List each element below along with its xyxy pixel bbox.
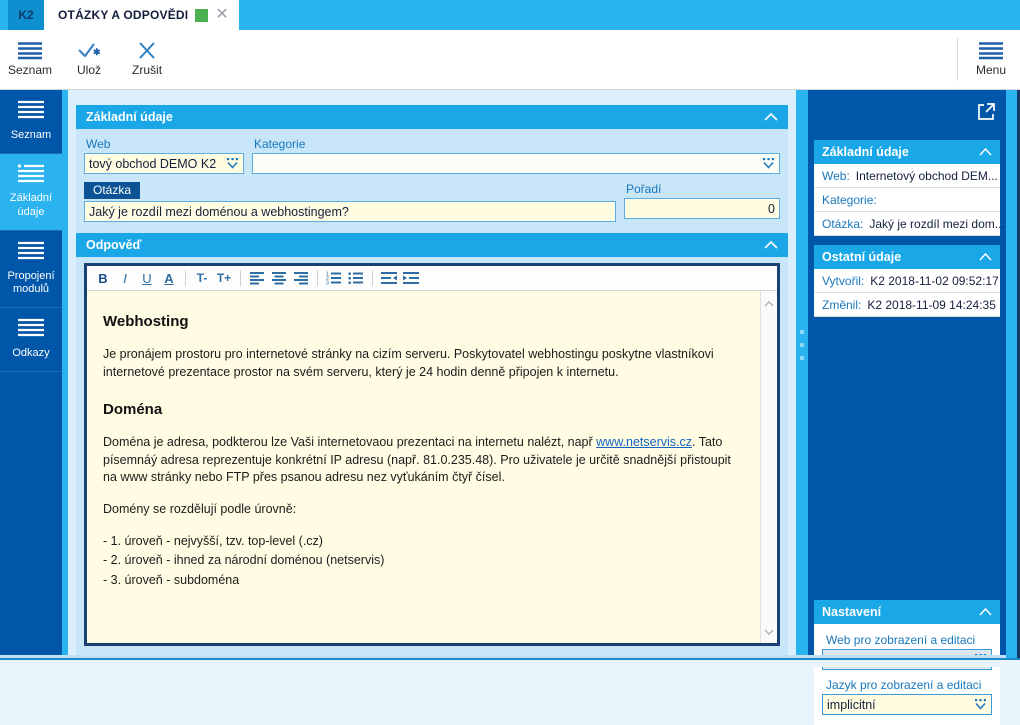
tab-otazky-a-odpovedi[interactable] <box>44 0 239 30</box>
menu-button[interactable] <box>962 30 1020 89</box>
sidebar-item-propojeni-modulu[interactable] <box>0 231 62 308</box>
external-link-icon[interactable] <box>977 102 996 126</box>
row-label: Vytvořil: <box>822 274 865 288</box>
kategorie-field[interactable] <box>252 153 780 174</box>
info-row-kategorie <box>814 188 1000 212</box>
panel-title: Nastavení <box>822 605 882 619</box>
seznam-button[interactable] <box>0 30 60 89</box>
row-value: K2 2018-11-02 09:52:17 <box>870 274 999 288</box>
web-field[interactable] <box>84 153 244 174</box>
font-larger-button[interactable]: T+ <box>216 271 232 285</box>
panel-header[interactable] <box>814 600 1000 624</box>
row-label: Web: <box>822 169 850 183</box>
svg-text:3: 3 <box>326 280 329 287</box>
sidebar-item-seznam[interactable] <box>0 90 62 154</box>
poradi-field-label: Pořadí <box>626 182 662 196</box>
tab-bar <box>0 0 1020 30</box>
list-icon <box>17 318 45 341</box>
bold-button[interactable]: B <box>98 270 108 286</box>
row-label: Změnil: <box>822 298 862 312</box>
chevron-up-icon[interactable] <box>979 253 992 261</box>
uloz-label: Ulož <box>77 63 102 77</box>
paragraph-text: . Tato písemnáý adresa reprezentuje konkrétní IP adresu (např. 81.0.235.48). Pro uživatele je určitě snadnější přistoupit na www stránky nebo FTP přes psanou adresu nez vyťukáním čtyř čísel. <box>103 435 731 484</box>
field-value: implicitní <box>827 697 876 712</box>
otazka-field-label: Otázka <box>84 182 140 199</box>
editor-list <box>103 532 744 590</box>
sidebar-item-zakladni-udaje[interactable] <box>0 154 62 231</box>
section-zakladni-udaje <box>76 105 788 234</box>
panel-ostatni-udaje <box>814 245 1000 317</box>
info-row-web <box>814 164 1000 188</box>
italic-button[interactable]: I <box>123 270 127 286</box>
otazka-field[interactable] <box>84 201 616 222</box>
editor-paragraph <box>103 434 744 487</box>
list-item: - 1. úroveň - nejvyšší, tzv. top-level (.cz) <box>103 534 323 548</box>
save-check-icon <box>77 41 101 60</box>
editor-toolbar <box>87 266 777 291</box>
svg-text:1: 1 <box>326 271 329 278</box>
svg-text:✱: ✱ <box>93 47 101 57</box>
netservis-link[interactable]: www.netservis.cz <box>596 435 692 449</box>
scroll-up-icon[interactable] <box>764 294 774 312</box>
section-header[interactable] <box>76 105 788 129</box>
list-icon <box>17 100 45 123</box>
chevron-up-icon[interactable] <box>979 148 992 156</box>
menu-label: Menu <box>975 63 1007 77</box>
section-title: Odpověď <box>86 238 142 252</box>
list-item: - 2. úroveň - ihned za národní doménou (netservis) <box>103 553 385 568</box>
right-info-panel <box>808 90 1006 712</box>
paragraph-text: Doména je adresa, podkterou lze Vaši internetovaou prezentaci na internetu nalézt, např <box>103 435 597 449</box>
tab-title: OTÁZKY A ODPOVĚDI <box>58 8 189 22</box>
sidebar-item-label: Základní údaje <box>9 192 53 218</box>
hamburger-icon <box>17 41 43 60</box>
editor-paragraph: Je pronájem prostoru pro internetové stránky na cizím serveru. Poskytovatel webhostingu poskytne vlastníkovi internetové prezentace prostor na svém serveru, který je 24 hodin denně připojen k internetu. <box>103 347 714 379</box>
sidebar-item-label: Odkazy <box>12 346 50 359</box>
cancel-x-icon <box>137 41 157 60</box>
section-title: Základní údaje <box>86 110 173 124</box>
panel-title: Základní údaje <box>822 145 909 159</box>
poradi-field[interactable] <box>624 198 780 219</box>
editor-paragraph: Domény se rozdělují podle úrovně: <box>103 501 297 516</box>
scroll-down-icon[interactable] <box>764 622 774 640</box>
ordered-list-button[interactable] <box>324 268 344 288</box>
align-left-button[interactable] <box>247 268 267 288</box>
toolbar-separator <box>957 38 958 81</box>
outdent-button[interactable] <box>379 268 399 288</box>
k2-logo: K2 <box>18 8 34 22</box>
toolbar-separator <box>240 270 241 286</box>
underline-button[interactable]: U <box>142 270 152 286</box>
row-label: Otázka: <box>822 217 864 231</box>
toolbar-separator <box>372 270 373 286</box>
panel-header[interactable] <box>814 140 1000 164</box>
zrusit-button[interactable] <box>118 30 176 89</box>
kategorie-field-label: Kategorie <box>254 137 306 151</box>
poradi-field-value: 0 <box>768 201 775 216</box>
section-odpoved <box>76 233 788 655</box>
panel-header[interactable] <box>814 245 1000 269</box>
row-value: Internetový obchod DEM... <box>855 169 998 183</box>
otazka-field-value: Jaký je rozdíl mezi doménou a webhostingem? <box>89 204 349 219</box>
dropdown-icon[interactable] <box>974 699 987 710</box>
sidebar-item-odkazy[interactable] <box>0 308 62 372</box>
uloz-button[interactable] <box>60 30 118 89</box>
toolbar-separator <box>317 270 318 286</box>
section-header[interactable] <box>76 233 788 257</box>
info-row-zmenil <box>814 293 1000 317</box>
right-edge-scrollstrip[interactable] <box>1006 90 1020 658</box>
left-sidebar <box>0 90 62 655</box>
detail-list-icon <box>17 164 45 187</box>
main-form-area <box>68 90 796 655</box>
indent-button[interactable] <box>401 268 421 288</box>
tab-close-icon[interactable]: ✕ <box>215 6 229 23</box>
row-label: Kategorie: <box>822 193 877 207</box>
rich-text-editor <box>84 263 780 646</box>
editor-scrollbar[interactable] <box>760 291 777 643</box>
dropdown-icon[interactable] <box>226 158 239 169</box>
bottom-status-strip <box>0 658 1020 667</box>
chevron-up-icon[interactable] <box>979 608 992 616</box>
row-value: Jaký je rozdíl mezi dom... <box>869 217 1005 231</box>
dropdown-icon[interactable] <box>762 158 775 169</box>
editor-heading: Doména <box>103 401 163 418</box>
web-field-value: tový obchod DEMO K2 <box>89 156 217 171</box>
font-smaller-button[interactable]: T- <box>196 271 208 285</box>
info-row-vytvoril <box>814 269 1000 293</box>
list-item: - 3. úroveň - subdoména <box>103 572 240 587</box>
info-row-otazka <box>814 212 1005 236</box>
editor-heading: Webhosting <box>103 313 189 330</box>
row-value: K2 2018-11-09 14:24:35 <box>867 298 996 312</box>
align-right-button[interactable] <box>291 268 311 288</box>
font-color-button[interactable]: A <box>164 270 174 286</box>
editor-content[interactable] <box>87 291 760 643</box>
web-zobrazeni-label: Web pro zobrazení a editaci <box>826 633 976 647</box>
seznam-label: Seznam <box>8 63 53 77</box>
panel-splitter[interactable] <box>796 90 808 655</box>
toolbar-separator <box>185 270 186 286</box>
bullet-list-button[interactable] <box>346 268 366 288</box>
splitter-grip <box>800 330 804 360</box>
jazyk-zobrazeni-label: Jazyk pro zobrazení a editaci <box>826 678 982 692</box>
web-field-label: Web <box>86 137 111 151</box>
align-center-button[interactable] <box>269 268 289 288</box>
chevron-up-icon[interactable] <box>764 241 778 249</box>
jazyk-zobrazeni-field[interactable] <box>822 694 992 715</box>
panel-title: Ostatní údaje <box>822 250 902 264</box>
chevron-up-icon[interactable] <box>764 113 778 121</box>
zrusit-label: Zrušit <box>132 63 163 77</box>
menu-hamburger-icon <box>978 41 1004 60</box>
sidebar-item-label: Seznam <box>10 128 52 141</box>
sidebar-item-label: Propojení modulů <box>7 269 55 296</box>
panel-zakladni-udaje <box>814 140 1005 236</box>
tab-k2[interactable] <box>8 0 44 30</box>
list-icon <box>17 241 45 264</box>
tab-status-square <box>195 9 208 22</box>
main-toolbar <box>0 30 1020 90</box>
svg-text:2: 2 <box>326 276 329 282</box>
